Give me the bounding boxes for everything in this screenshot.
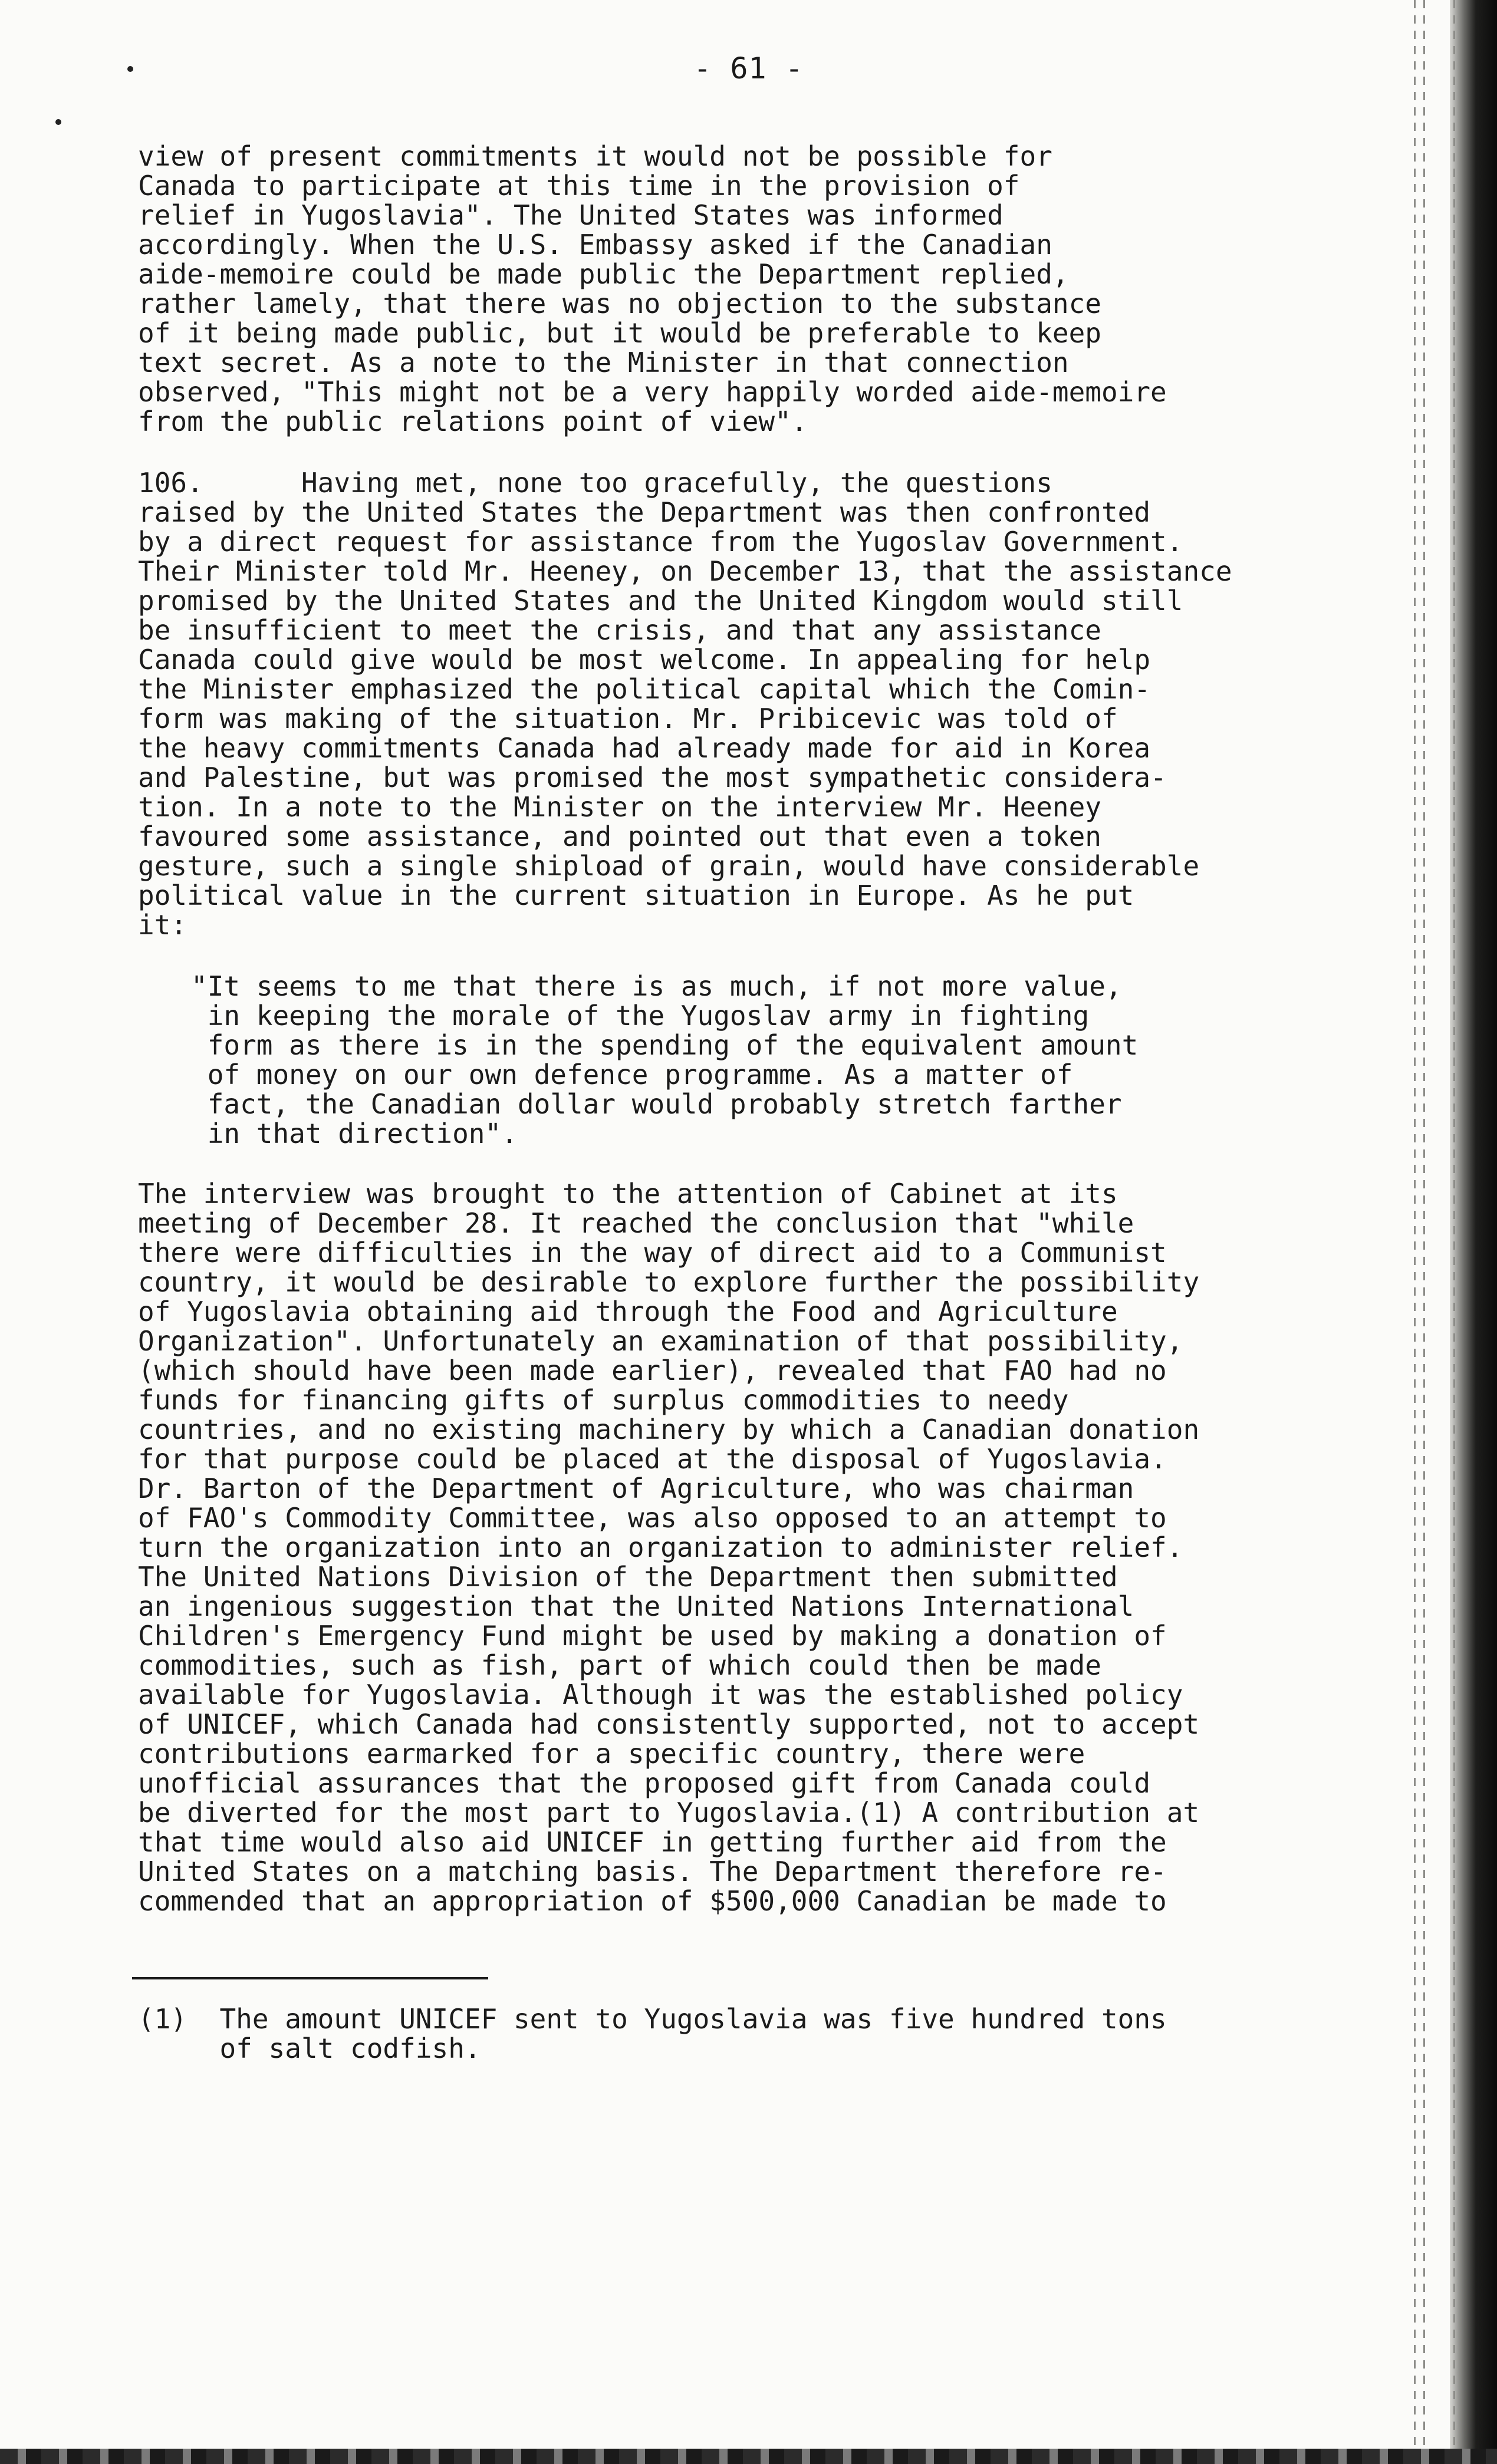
footnote-divider: [132, 1977, 488, 1979]
footnote: (1) The amount UNICEF sent to Yugoslavia was five hundred tons of salt codfish.: [138, 2003, 1167, 2064]
binding-stitch-line: [1453, 0, 1455, 2464]
paragraph-continuation: view of present commitments it would not be possible for Canada to participate at this time in the provision of relief in Yugoslavia". The United States was informed accordingly. When the U.S. Embassy asked if the Canadian aide-memoire could be made public the Department replied, rather lamely, that there was no objection to the substance of it being made public, but it would be preferable to keep text secret. As a note to the Minister in that connection observed, "This might not be a very happily worded aide-memoire from the public relations point of view".: [138, 140, 1167, 437]
page-binding-edge: [1450, 0, 1497, 2464]
scan-speck: [55, 119, 61, 125]
binding-stitch-line-left: [1414, 0, 1416, 2464]
scan-bottom-edge: [0, 2449, 1497, 2464]
paragraph-106: 106. Having met, none too gracefully, the questions raised by the United States the Department was then confronted by a direct request for assistance from the Yugoslav Government. Their Minister told Mr. Heeney, on December 13, that the assistance promised by the United States and the United Kingdom would still be insufficient to meet the crisis, and that any assistance Canada could give would be most welcome. In appealing for help the Minister emphasized the political capital which the Comin- form was making of the situation. Mr. Pribicevic was told of the heavy commitments Canada had already made for aid in Korea and Palestine, but was promised the most sympathetic considera- tion. In a note to the Minister on the interview Mr. Heeney favoured some assistance, and pointed out that even a token gesture, such a single shipload of grain, would have considerable political value in the current situation in Europe. As he put it:: [138, 467, 1232, 941]
binding-stitch-line-right: [1423, 0, 1425, 2464]
paragraph-cabinet-interview: The interview was brought to the attention of Cabinet at its meeting of December 28. It reached the conclusion that "while there were difficulties in the way of direct aid to a Communist country, it would be desirable to explore further the possibility of Yugoslavia obtaining aid through the Food and Agriculture Organization". Unfortunately an examination of that possibility, (which should have been made earlier), revealed that FAO had no funds for financing gifts of surplus commodities to needy countries, and no existing machinery by which a Canadian donation for that purpose could be placed at the disposal of Yugoslavia. Dr. Barton of the Department of Agriculture, who was chairman of FAO's Commodity Committee, was also opposed to an attempt to turn the organization into an organization to administer relief. The United Nations Division of the Department then submitted an ingenious suggestion that the United Nations International Children's Emergency Fund might be used by making a donation of commodities, such as fish, part of which could then be made available for Yugoslavia. Although it was the established policy of UNICEF, which Canada had consistently supported, not to accept contributions earmarked for a specific country, there were unofficial assurances that the proposed gift from Canada could be diverted for the most part to Yugoslavia.(1) A contribution at that time would also aid UNICEF in getting further aid from the United States on a matching basis. The Department therefore re- commended that an appropriation of $500,000 Canadian be made to: [138, 1178, 1200, 1917]
page-number: - 61 -: [693, 51, 804, 85]
block-quote: "It seems to me that there is as much, if not more value, in keeping the morale of the Yugoslav army in fighting form as there is in the spending of the equivalent amount of money on our own defence programme. As a matter of fact, the Canadian dollar would probably stretch farther in that direction".: [191, 970, 1139, 1149]
